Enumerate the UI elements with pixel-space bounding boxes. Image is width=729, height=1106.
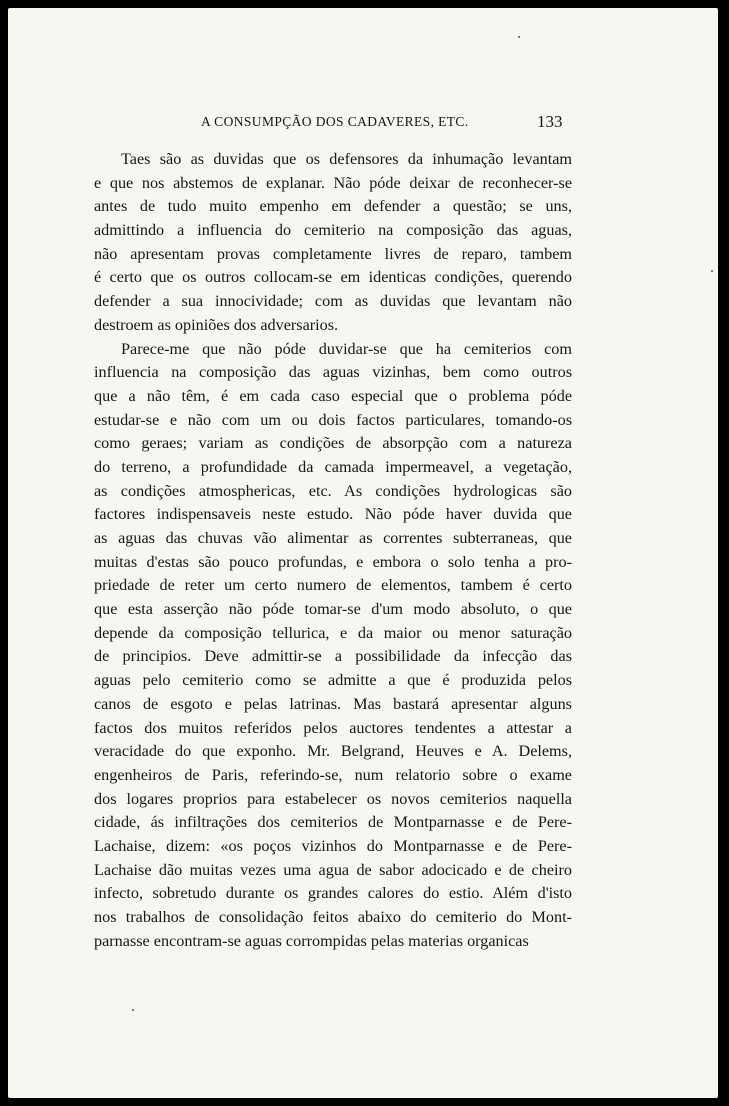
text-line: priedade de reter um certo numero de elementos, tambem é certo [94, 576, 572, 595]
text-line: nos trabalhos de consolidação feitos abaixo do cemiterio do Mont- [94, 908, 572, 926]
text-line: como geraes; variam as condições de absorpção com a natureza [94, 434, 572, 453]
text-line: admittindo a influencia do cemiterio na composição das aguas, [94, 221, 572, 240]
text-line: Lachaise, dizem: «os poços vizinhos do Montparnasse e de Pere- [94, 836, 572, 855]
paper-speck [711, 270, 713, 272]
text-line: não apresentam provas completamente livres de reparo, tambem [94, 244, 572, 263]
paper-speck [518, 36, 520, 38]
paragraph-2 [94, 338, 572, 954]
text-line: é certo que os outros collocam-se em identicas condições, querendo [94, 268, 572, 287]
text-line: de principios. Deve admittir-se a possibilidade da infecção das [94, 647, 572, 666]
text-line: destroem as opiniões dos adversarios. [94, 315, 339, 334]
running-title: A CONSUMPÇÃO DOS CADAVERES, ETC. [201, 114, 469, 129]
text-line: Lachaise dão muitas vezes uma agua de sabor adocicado e de cheiro [94, 860, 572, 879]
text-line: muitas d'estas são pouco profundas, e embora o solo tenha a pro- [94, 552, 572, 571]
text-line: estudar-se e não com um ou dois factos particulares, tomando-os [94, 410, 572, 429]
text-line: as aguas das chuvas vão alimentar as correntes subterraneas, que [94, 529, 572, 547]
text-line: que esta asserção não póde tomar-se d'um modo absoluto, o que [94, 600, 572, 619]
text-line: cidade, ás infiltrações dos cemiterios de Montparnasse e de Pere- [94, 813, 572, 832]
text-line: aguas pelo cemiterio como se admitte a que é produzida pelos [94, 671, 572, 690]
text-line: defender a sua innocividade; com as duvidas que levantam não [94, 292, 572, 311]
page-number: 133 [537, 112, 563, 131]
text-line: factos dos muitos referidos pelos auctores tendentes a attestar a [94, 718, 572, 737]
page-header [8, 112, 718, 134]
paragraph-1 [94, 148, 572, 338]
body-text [94, 148, 572, 953]
text-line: influencia na composição das aguas vizinhas, bem como outros [94, 363, 572, 382]
text-line: e que nos abstemos de explanar. Não póde deixar de reconhecer-se [94, 173, 572, 192]
text-line: que a não têm, é em cada caso especial que o problema póde [94, 386, 572, 405]
paper-speck [132, 1009, 134, 1011]
text-line: do terreno, a profundidade da camada impermeavel, a vegetação, [94, 457, 572, 476]
text-line: Taes são as duvidas que os defensores da inhumação levantam [121, 150, 572, 168]
book-page [8, 8, 718, 1098]
text-line: Parece-me que não póde duvidar-se que ha cemiterios com [121, 339, 572, 358]
text-line: depende da composição tellurica, e da maior ou menor saturação [94, 623, 572, 642]
text-line: infecto, sobretudo durante os grandes calores do estio. Além d'isto [94, 884, 572, 903]
text-line: engenheiros de Paris, referindo-se, num relatorio sobre o exame [94, 765, 572, 784]
text-line: as condições atmosphericas, etc. As condições hydrologicas são [94, 481, 572, 500]
text-line: dos logares proprios para estabelecer os novos cemiterios naquella [94, 789, 572, 808]
text-line: antes de tudo muito empenho em defender a questão; se uns, [94, 197, 572, 216]
text-line: factores indispensaveis neste estudo. Não póde haver duvida que [94, 505, 572, 524]
text-line: veracidade do que exponho. Mr. Belgrand, Heuves e A. Delems, [94, 742, 572, 761]
text-line: parnasse encontram-se aguas corrompidas pelas materias organicas [94, 931, 529, 950]
text-line: canos de esgoto e pelas latrinas. Mas bastará apresentar alguns [94, 694, 572, 713]
